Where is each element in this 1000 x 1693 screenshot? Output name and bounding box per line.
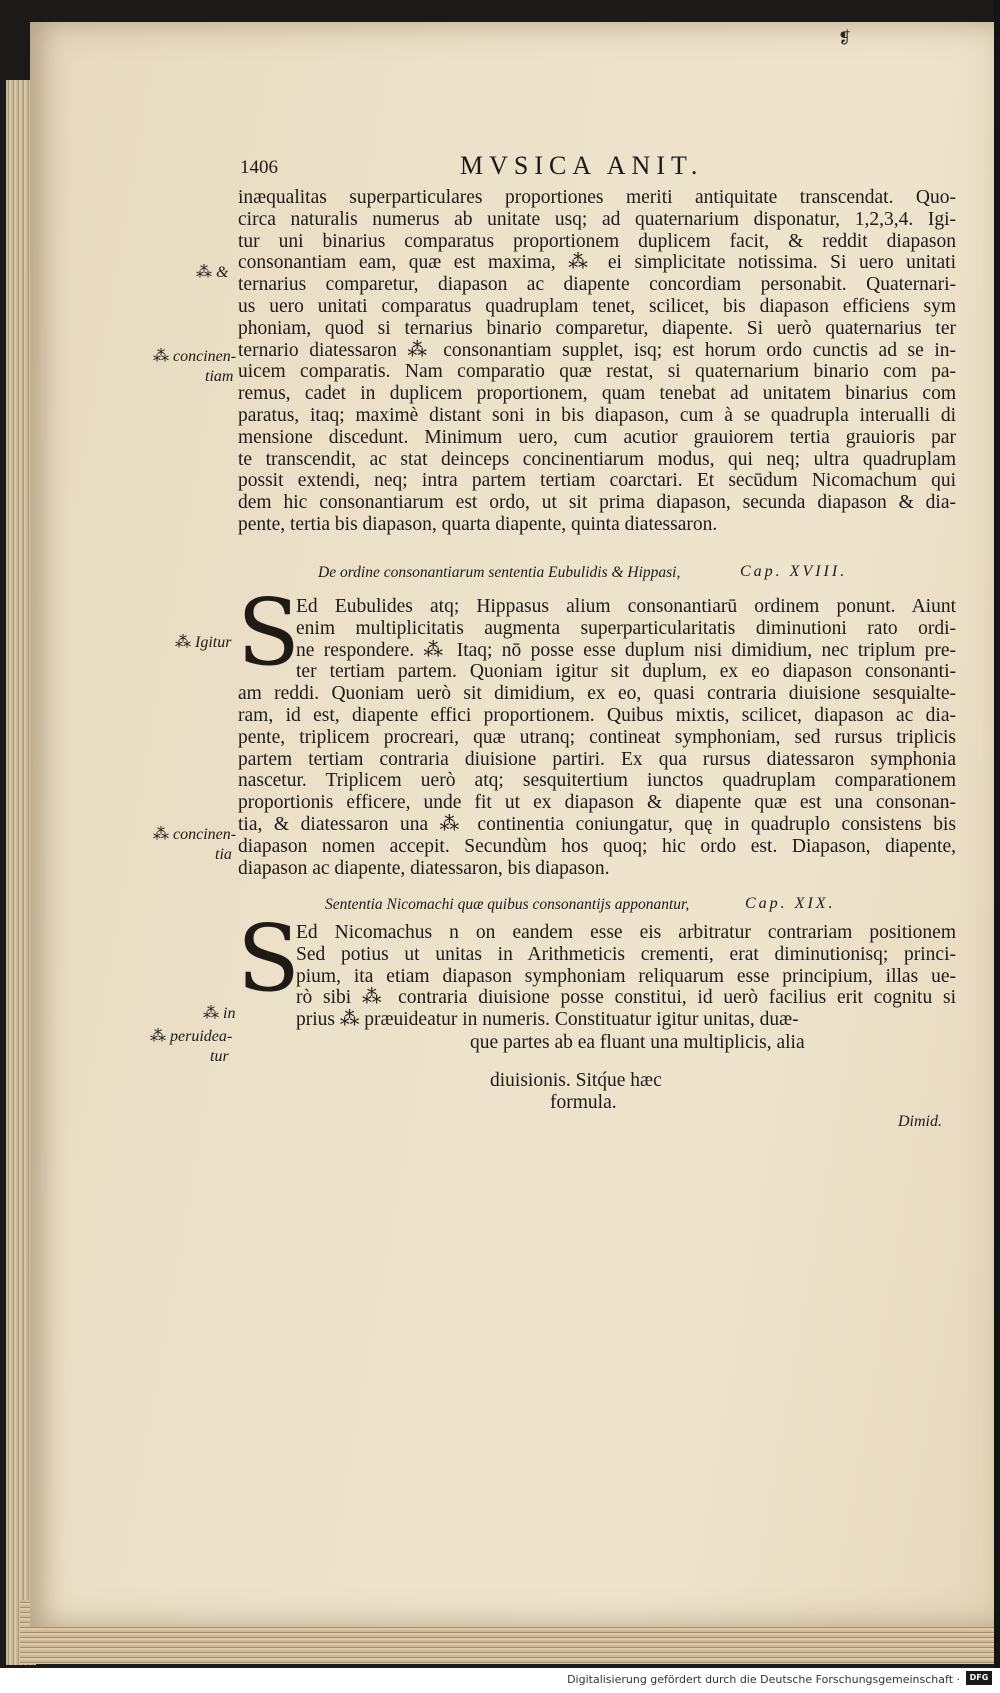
text-line: consonantiam eam, quæ est maxima, ⁂ ei simplicitate notissima. Si uero unitati (238, 252, 956, 274)
text-line: ne respondere. ⁂ Itaq; nō posse esse duplum nisi dimidium, nec triplum pre- (296, 639, 956, 661)
margin-note: ⁂ concinen- (153, 826, 237, 843)
text-line: enim multiplicitatis augmenta superparticularitatis diminutioni rato ordi- (296, 617, 956, 639)
margin-note: ⁂ peruidea- (150, 1028, 233, 1045)
footer-credit: Digitalisierung gefördert durch die Deutsche Forschungsgemeinschaft · (567, 1673, 960, 1686)
text-line: prius ⁂ præuideatur in numeris. Constituatur igitur unitas, duæ- (296, 1009, 799, 1031)
text-line: tur uni binarius comparatus proportionem duplicem facit, & reddit diapason (238, 230, 956, 252)
text-line: partem tertiam contraria diuisione partiri. Ex qua rursus diatessaron symphonia (238, 748, 956, 770)
text-line: pente, tertia bis diapason, quarta diapente, quinta diatessaron. (238, 513, 718, 535)
text-line: formula. (550, 1092, 617, 1113)
text-line: rò sibi ⁂ contraria diuisione posse constitui, id uerò facilius erit cognitu si (296, 987, 956, 1009)
margin-note: tur (210, 1048, 229, 1065)
scan-right-border (994, 0, 1000, 1693)
text-line: nascetur. Triplicem uerò atq; sesquitertium iunctos quadruplam comparationem (238, 770, 956, 792)
text-line: ram, id est, diapente effici proportionem. Quibus mixtis, scilicet, diapason ac dia- (238, 704, 956, 726)
chapter-18-dropcap: S (237, 579, 301, 686)
chapter-18-number: Cap. XVIII. (740, 563, 848, 580)
text-line: am reddi. Quoniam uerò sit dimidium, ex eo, quasi contraria diuisione sesquialte- (238, 683, 956, 705)
text-line: Sed potius ut unitas in Arithmeticis crementi, erat diminutionisq; princi- (296, 943, 956, 965)
text-line: us uero unitati comparatus quadruplam tenet, scilicet, bis diapason efficiens sym (238, 295, 956, 317)
text-line: diapason ac diapente, diatessaron, bis diapason. (238, 857, 610, 879)
text-line: ternario diatessaron ⁂ consonantiam supplet, isq; est horum ordo cunctis ad se in- (238, 339, 956, 361)
text-line: Ed Eubulides atq; Hippasus alium consonantiarū ordinem ponunt. Aiunt (296, 596, 956, 617)
margin-note: ⁂ concinen- (153, 348, 237, 365)
text-line: circa naturalis numerus ab unitate usq; ad quaternarium disponatur, 1,2,3,4. Igi- (238, 208, 956, 230)
chapter-19-heading: Sententia Nicomachi quæ quibus consonantijs apponantur, (325, 896, 690, 913)
chapter-19-number: Cap. XIX. (745, 895, 836, 912)
text-line: que partes ab ea fluant una multiplicis, alia (470, 1032, 805, 1053)
text-line: te transcendit, ac stat deinceps concinentiarum modus, qui neq; ultra quadruplam (238, 448, 956, 470)
text-line: tia, & diatessaron una ⁂ continentia coniungatur, quę in quadruplo consistens bis (238, 813, 956, 835)
text-line: paratus, itaq; maximè distant soni in bis diapason, cum à se quadrupla interualli di (238, 404, 956, 426)
page-number: 1406 (240, 157, 278, 178)
running-title: MVSICA ANIT. (460, 151, 704, 180)
text-line: pente, triplicem procreari, quæ utranq; contineat symphoniam, sed rursus triplicis (238, 726, 956, 748)
text-line: remus, cadet in duplicem proportionem, quam tenebat ad unitatem binarius com (238, 383, 956, 405)
margin-note: ⁂ in (203, 1005, 236, 1022)
dfg-logo: DFG (966, 1671, 992, 1685)
chapter-19-dropcap: S (237, 905, 301, 1012)
margin-note: ⁂ & (196, 264, 229, 281)
text-line: diapason nomen accepit. Secundùm hos quoq; hic ordo est. Diapason, diapente, (238, 835, 956, 857)
text-block-1 (238, 187, 956, 536)
text-line: possit extendi, neq; intra partem tertiam coarctari. Et secūdum Nicomachum qui (238, 470, 956, 492)
catchword: Dimid. (898, 1113, 942, 1130)
text-line: pium, ita etiam diapason symphoniam reliquarum esse principium, illas ue- (296, 965, 956, 987)
margin-note: ⁂ Igitur (175, 634, 232, 651)
chapter-19-body (238, 922, 956, 1031)
text-line: uicem comparatis. Nam comparatio quæ restat, si quaternarium binario com pa- (238, 361, 956, 383)
text-line: inæqualitas superparticulares proportiones meriti antiquitate transcendat. Quo- (238, 187, 956, 208)
text-line: proportionis efficere, unde fit ut ex diapason & diapente quæ est una consonan- (238, 792, 956, 814)
chapter-18-body (238, 596, 956, 879)
text-line: ternarius comparetur, diapason ac diapente concordiam personabit. Quaternari- (238, 274, 956, 296)
text-line: ter tertiam partem. Quoniam igitur sit duplum, ex eo diapason consonanti- (296, 661, 956, 683)
text-line: mensione discedunt. Minimum uero, cum acutior grauiorem tertia grauioris par (238, 426, 956, 448)
text-line: dem hic consonantiarum est ordo, ut sit prima diapason, secunda diapason & dia- (238, 492, 956, 514)
chapter-18-heading: De ordine consonantiarum sententia Eubulidis & Hippasi, (318, 564, 681, 581)
text-line: phoniam, quod si ternarius binario comparetur, diapente. Si uerò quaternarius ter (238, 317, 956, 339)
corner-mark: ❡ (838, 30, 852, 47)
margin-note: tia (215, 846, 232, 863)
margin-note: tiam (205, 368, 234, 385)
text-line: diuisionis. Sitq́ue hæc (490, 1070, 662, 1091)
text-line: Ed Nicomachus n on eandem esse eis arbitratur contrariam positionem (296, 922, 956, 943)
